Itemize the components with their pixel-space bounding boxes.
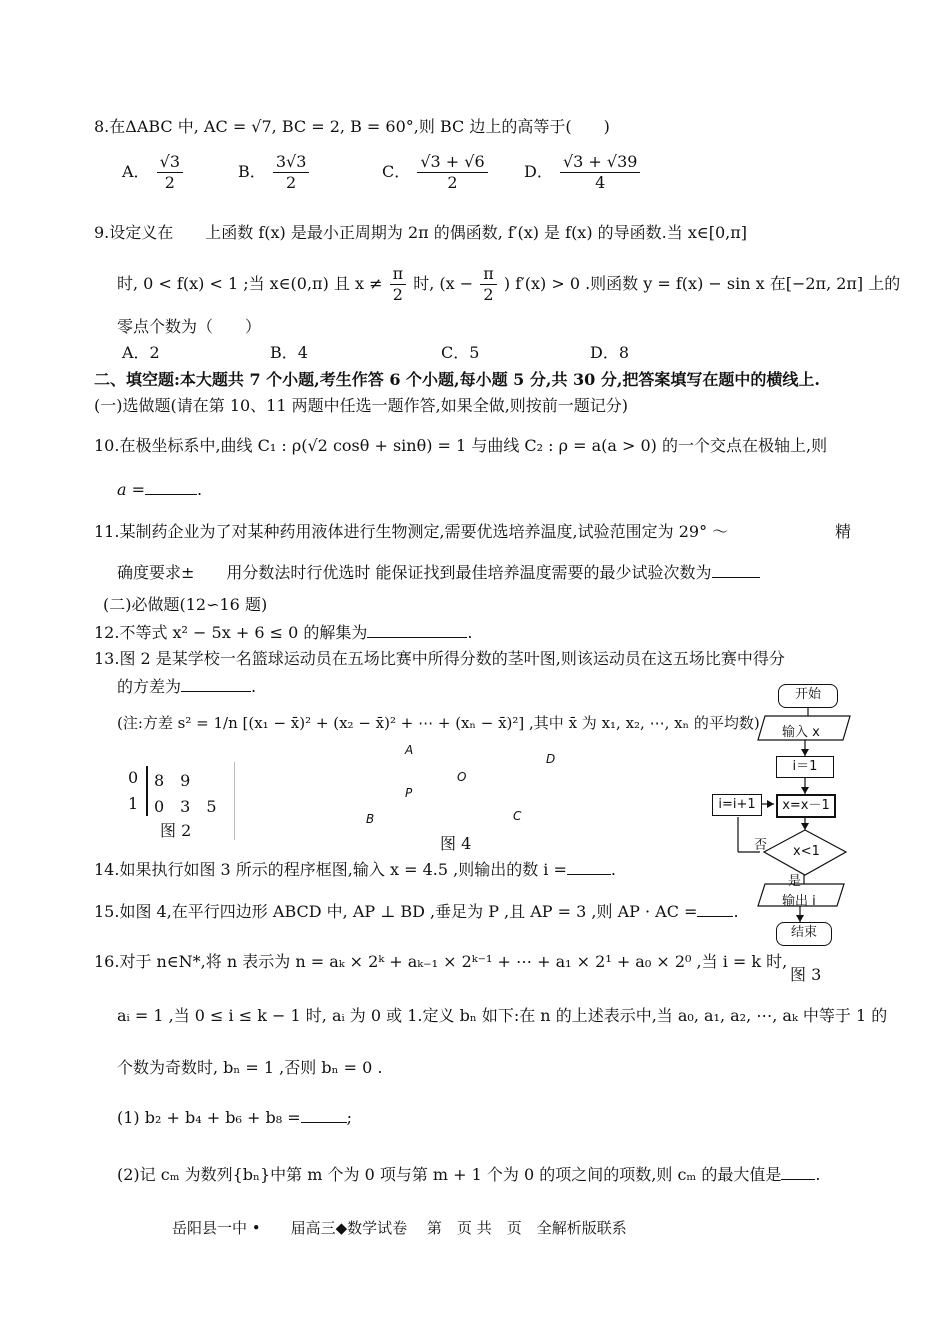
option-numerator: √3 + √39 <box>560 152 641 173</box>
q16-part1-end: ; <box>346 1108 352 1127</box>
stem-row-0-leaves: 8 9 <box>154 771 191 790</box>
q14-answer-blank[interactable] <box>567 874 611 875</box>
q13-answer-blank[interactable] <box>181 691 251 692</box>
q8-option-a <box>122 152 185 193</box>
q10-answer-label: a = <box>117 480 146 499</box>
q11-answer-blank[interactable] <box>712 577 760 578</box>
q9-option-a: A．2 <box>122 343 160 362</box>
q15-text: 15.如图 4,在平行四边形 ABCD 中, AP ⊥ BD ,垂足为 P ,且 AP = 3 ,则 AP · AC = <box>94 902 698 921</box>
flow-increment: i=i+1 <box>712 794 762 816</box>
q16-part2-end: . <box>815 1165 821 1184</box>
figure2-caption: 图 2 <box>160 821 192 840</box>
q12-answer-blank[interactable] <box>367 637 467 638</box>
flow-input-label: 输入 x <box>782 725 820 740</box>
flow-end: 结束 <box>776 922 832 946</box>
q9-line1: 9.设定义在 上函数 f(x) 是最小正周期为 2π 的偶函数, f′(x) 是 f(x) 的导函数.当 x∈[0,π] <box>94 223 747 242</box>
stem-row-1-stem: 1 <box>128 794 139 813</box>
q9-option-b: B．4 <box>270 343 308 362</box>
stem-row-1-leaves: 0 3 5 <box>154 797 217 816</box>
q10-answer-blank[interactable] <box>145 494 197 495</box>
q15: 15.如图 4,在平行四边形 ABCD 中, AP ⊥ BD ,垂足为 P ,且 AP = 3 ,则 AP · AC = . <box>94 902 739 921</box>
figure4-point-p: P <box>405 786 413 800</box>
flow-yes-label: 是 <box>788 874 802 889</box>
figure-separator <box>234 762 235 840</box>
option-denominator: 2 <box>164 173 175 192</box>
figure4-point-b: B <box>366 812 375 826</box>
flow-init: i＝1 <box>776 756 834 778</box>
option-label: B． <box>238 162 266 181</box>
required-note: (二)必做题(12∽16 题) <box>103 595 268 614</box>
section2-heading: 二、填空题:本大题共 7 个小题,考生作答 6 个小题,每小题 5 分,共 30 分,把答案填写在题中的横线上. <box>94 370 820 389</box>
figure4-point-d: D <box>546 752 556 766</box>
q16-line2: aᵢ = 1 ,当 0 ≤ i ≤ k − 1 时, aᵢ 为 0 或 1.定义 bₙ 如下:在 n 的上述表示中,当 a₀, a₁, a₂, ⋯, aₖ 中等于 1 的 <box>117 1006 888 1025</box>
flow-no-label: 否 <box>754 838 768 853</box>
flow-arrow <box>796 915 804 922</box>
q16-line1: 16.对于 n∈N*,将 n 表示为 n = aₖ × 2ᵏ + aₖ₋₁ × 2ᵏ⁻¹ + ⋯ + a₁ × 2¹ + a₀ × 2⁰ ,当 i = k 时, <box>94 952 788 971</box>
flow-arrow <box>801 823 809 830</box>
flow-output-label: 输出 i <box>782 894 816 909</box>
fraction-denominator: 2 <box>483 285 494 304</box>
q8-stem: 8.在ΔABC 中, AC = √7, BC = 2, B = 60°,则 BC 边上的高等于( ) <box>94 117 610 136</box>
q11-line2 <box>117 560 760 583</box>
q13-line2-text: 的方差为 <box>117 677 182 696</box>
figure4-point-o: O <box>457 770 467 784</box>
q11-line1-end: 精 <box>835 522 852 541</box>
option-label: A． <box>122 162 150 181</box>
option-denominator: 2 <box>286 173 297 192</box>
q16-part1-text: (1) b₂ + b₄ + b₆ + b₈ = <box>117 1108 301 1127</box>
optional-note: (一)选做题(请在第 10、11 两题中任选一题作答,如果全做,则按前一题记分) <box>94 396 629 415</box>
flow-arrow <box>801 749 809 756</box>
q9-line3: 零点个数为（ ） <box>117 317 262 336</box>
figure3-caption: 图 3 <box>790 965 822 984</box>
q16-part1 <box>117 1108 352 1127</box>
stem-leaf-plot <box>128 764 228 820</box>
q9-option-c: C．5 <box>441 343 480 362</box>
figure4-point-c: C <box>513 809 522 823</box>
flow-arrow <box>801 787 809 794</box>
figure4-caption: 图 4 <box>440 834 472 853</box>
option-denominator: 4 <box>595 173 606 192</box>
q9-line2-part-c: ) f′(x) > 0 .则函数 y = f(x) − sin x 在[−2π, 2π] 上的 <box>503 274 901 293</box>
option-numerator: √3 + √6 <box>417 152 487 173</box>
option-label: D． <box>524 162 553 181</box>
q11-line1: 11.某制药企业为了对某种药用液体进行生物测定,需要优选培养温度,试验范围定为 29° ～ <box>94 522 729 541</box>
option-numerator: √3 <box>157 152 183 173</box>
q12-text: 12.不等式 x² − 5x + 6 ≤ 0 的解集为 <box>94 623 368 642</box>
q13-line2: 的方差为 . <box>117 677 257 696</box>
flow-condition-label: x<1 <box>793 844 820 859</box>
q8-option-d <box>524 152 642 193</box>
flow-arrow <box>767 800 774 808</box>
q9-line2-part-a: 时, 0 < f(x) < 1 ;当 x∈(0,π) 且 x ≠ <box>117 274 383 293</box>
q8-option-c <box>382 152 490 193</box>
q14: 14.如果执行如图 3 所示的程序框图,输入 x = 4.5 ,则输出的数 i = . <box>94 860 616 879</box>
q15-answer-blank[interactable] <box>697 916 733 917</box>
q8-option-b <box>238 152 311 193</box>
q11-line2-text: 确度要求± 用分数法时行优选时 能保证找到最佳培养温度需要的最少试验次数为 <box>117 563 712 582</box>
flow-update: x=x－1 <box>776 794 836 818</box>
fraction-numerator: π <box>390 264 407 285</box>
fraction-denominator: 2 <box>392 285 403 304</box>
q16-line3: 个数为奇数时, bₙ = 1 ,否则 bₙ = 0 . <box>117 1058 383 1077</box>
q14-text: 14.如果执行如图 3 所示的程序框图,输入 x = 4.5 ,则输出的数 i = <box>94 860 567 879</box>
option-numerator: 3√3 <box>273 152 310 173</box>
stem-row-0-stem: 0 <box>128 768 139 787</box>
option-label: C． <box>382 162 411 181</box>
stem-divider <box>146 766 148 816</box>
q9-line2 <box>117 264 900 305</box>
q9-option-d: D．8 <box>590 343 630 362</box>
q16-part2-blank[interactable] <box>781 1179 815 1180</box>
flow-start: 开始 <box>778 684 838 708</box>
q16-part1-blank[interactable] <box>301 1122 347 1123</box>
q9-line2-part-b: 时, (x − <box>413 274 474 293</box>
q12: 12.不等式 x² − 5x + 6 ≤ 0 的解集为 . <box>94 623 473 642</box>
q16-part2 <box>117 1162 820 1185</box>
option-denominator: 2 <box>447 173 458 192</box>
q10-line2: a = . <box>117 480 203 499</box>
q16-part2-text: (2)记 cₘ 为数列{bₙ}中第 m 个为 0 项与第 m + 1 个为 0 的项之间的项数,则 cₘ 的最大值是 <box>117 1165 782 1184</box>
fraction-numerator: π <box>480 264 497 285</box>
q13-line1: 13.图 2 是某学校一名篮球运动员在五场比赛中所得分数的茎叶图,则该运动员在这五场比赛中得分 <box>94 649 785 668</box>
q13-variance-note: (注:方差 s² = 1/n [(x₁ − x̄)² + (x₂ − x̄)² + ⋯ + (xₙ − x̄)²] ,其中 x̄ 为 x₁, x₂, ⋯, xₙ 的平均数) <box>117 714 760 732</box>
page-footer: 岳阳县一中 • 届高三◆数学试卷 第 页 共 页 全解析版联系 <box>172 1219 627 1237</box>
figure4-point-a: A <box>405 743 414 757</box>
q10-line1: 10.在极坐标系中,曲线 C₁ : ρ(√2 cosθ + sinθ) = 1 与曲线 C₂ : ρ = a(a > 0) 的一个交点在极轴上,则 <box>94 436 828 455</box>
